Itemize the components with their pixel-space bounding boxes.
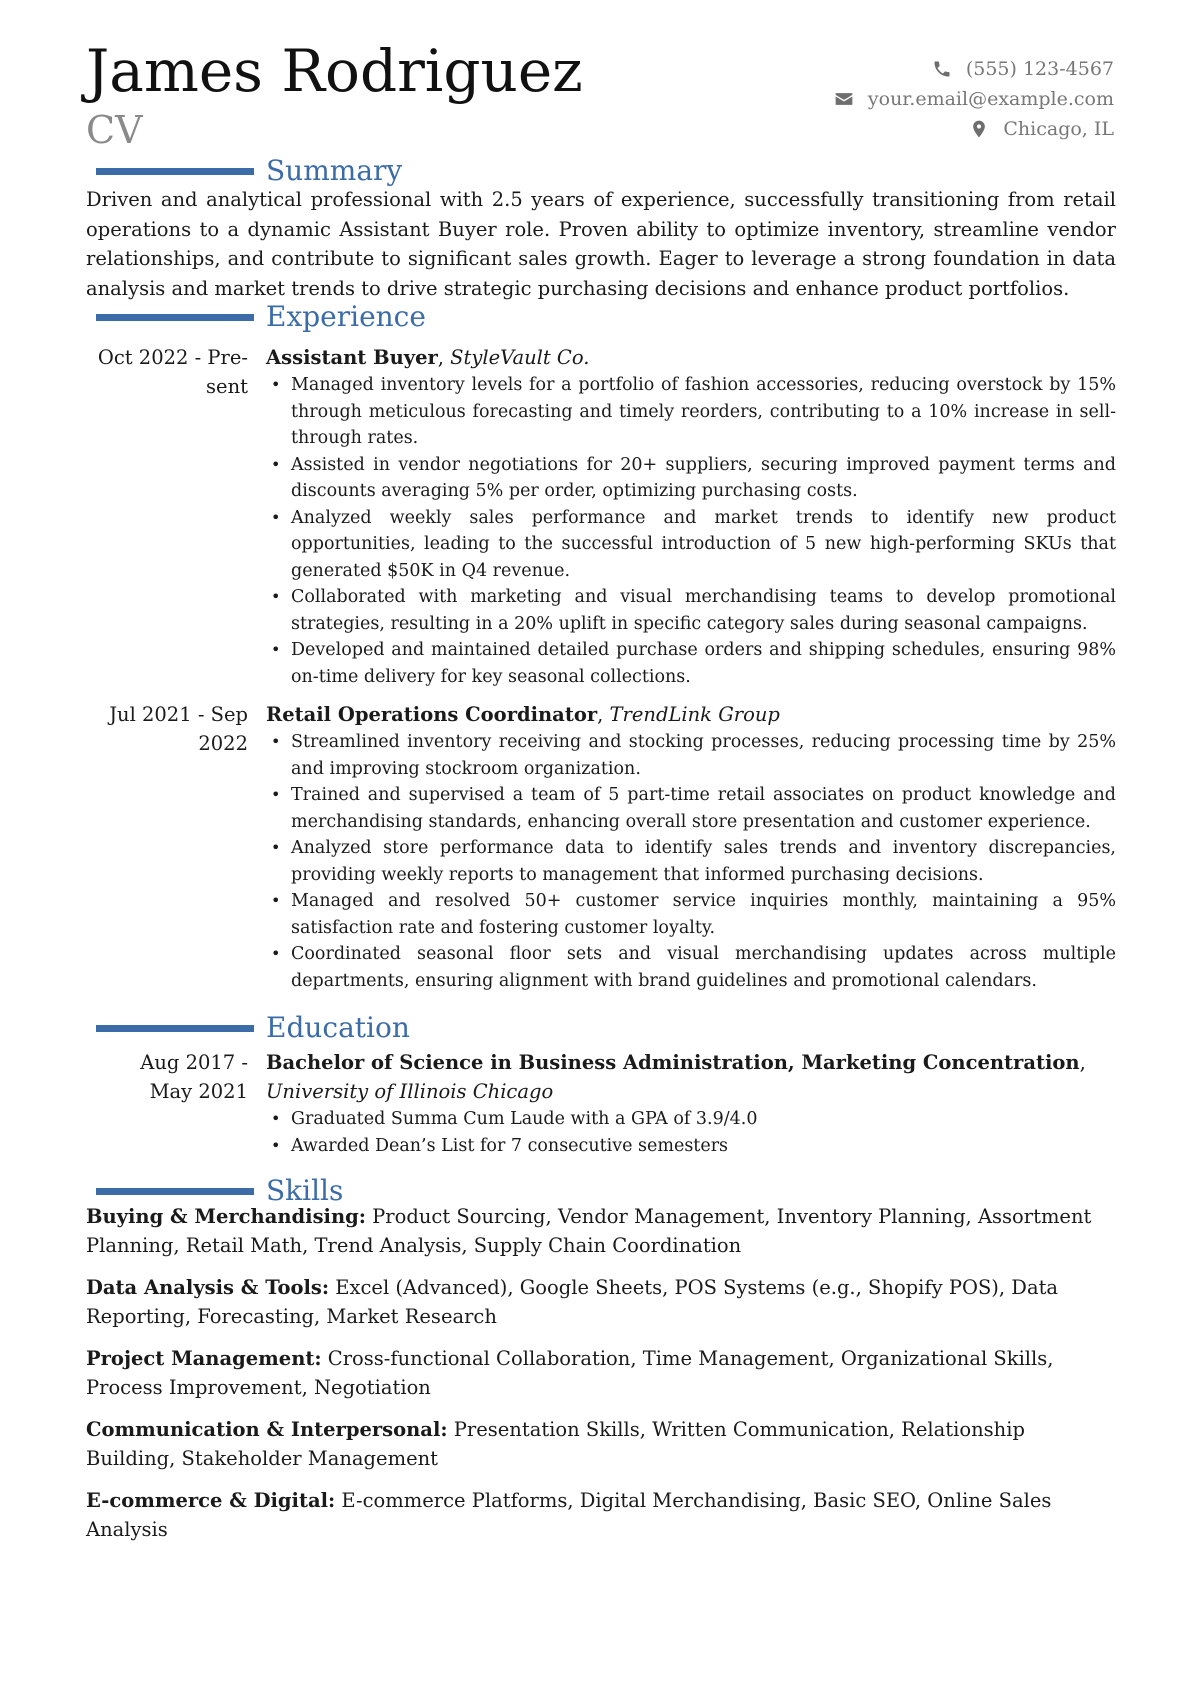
section-title: Education	[266, 1011, 410, 1044]
list-item: • Analyzed store performance data to identify sales trends and inventory discrepancies, providing weekly reports to management that informed purchasing decisions.	[266, 835, 1116, 888]
skill-row	[86, 1486, 1116, 1544]
list-item: • Trained and supervised a team of 5 part-time retail associates on product knowledge and merchandising standards, enhancing overall store presentation and customer experience.	[266, 782, 1116, 835]
candidate-name: James Rodriguez	[86, 37, 583, 105]
skill-row	[86, 1415, 1116, 1473]
date-line: Aug 2017 -	[140, 1051, 248, 1074]
entry-date	[86, 700, 248, 758]
job-title: Retail Operations Coordinator	[266, 703, 598, 726]
skill-label: E-commerce & Digital:	[86, 1489, 336, 1512]
list-item: • Awarded Dean’s List for 7 consecutive semesters	[266, 1133, 1116, 1160]
entry-date	[86, 1048, 248, 1106]
location-text: Chicago, IL	[1003, 118, 1114, 140]
bullet-list	[266, 372, 1116, 690]
email-text: your.email@example.com	[867, 88, 1114, 110]
education-heading	[96, 1011, 410, 1044]
section-title: Summary	[266, 154, 403, 187]
date-line: 2022	[198, 732, 248, 755]
degree-title: Bachelor of Science in Business Administration, Marketing Concentration	[266, 1051, 1080, 1074]
skill-row	[86, 1273, 1116, 1331]
school-name: University of Illinois Chicago	[266, 1080, 554, 1103]
company-name: StyleVault Co.	[450, 346, 590, 369]
skill-items: Presentation Skills, Written Communication, Relationship Building, Stakeholder Management	[86, 1418, 1025, 1470]
experience-heading	[96, 300, 426, 333]
skill-row	[86, 1202, 1116, 1260]
map-pin-icon	[969, 119, 989, 139]
skills-list	[86, 1202, 1116, 1557]
contact-block	[834, 54, 1114, 144]
skill-label: Communication & Interpersonal:	[86, 1418, 448, 1441]
entry-body	[266, 700, 1116, 994]
phone-icon	[932, 59, 952, 79]
skills-heading	[96, 1174, 344, 1207]
phone-text: (555) 123-4567	[965, 58, 1114, 80]
summary-text: Driven and analytical professional with 2.5 years of experience, successfully transitioning from retail operations to a dynamic Assistant Buyer role. Proven ability to optimize inventory, streamline vendor relationships, and contribute to significant sales growth. Eager to leverage a strong foundation in data analysis and market trends to drive strategic purchasing decisions and enhance product portfolios.	[86, 188, 1116, 300]
entry-body	[266, 1048, 1116, 1159]
section-bar	[96, 1025, 254, 1032]
date-line: May 2021	[149, 1080, 248, 1103]
contact-email	[834, 84, 1114, 114]
skill-items: Product Sourcing, Vendor Management, Inventory Planning, Assortment Planning, Retail Math, Trend Analysis, Supply Chain Coordination	[86, 1205, 1092, 1257]
skill-label: Buying & Merchandising:	[86, 1205, 366, 1228]
section-title: Skills	[266, 1174, 344, 1207]
list-item: • Managed and resolved 50+ customer service inquiries monthly, maintaining a 95% satisfaction rate and fostering customer loyalty.	[266, 888, 1116, 941]
list-item: • Coordinated seasonal floor sets and visual merchandising updates across multiple departments, ensuring alignment with brand guidelines and promotional calendars.	[266, 941, 1116, 994]
section-title: Experience	[266, 300, 426, 333]
skill-label: Project Management:	[86, 1347, 322, 1370]
entry-body	[266, 343, 1116, 690]
entry-role: Retail Operations Coordinator, TrendLink Group	[266, 703, 780, 726]
entry-role: Assistant Buyer, StyleVault Co.	[266, 346, 590, 369]
summary-heading	[96, 154, 403, 187]
list-item: • Managed inventory levels for a portfolio of fashion accessories, reducing overstock by 15% through meticulous forecasting and timely reorders, contributing to a 10% increase in sell-through rates.	[266, 372, 1116, 452]
company-name: TrendLink Group	[609, 703, 780, 726]
contact-location	[834, 114, 1114, 144]
skill-label: Data Analysis & Tools:	[86, 1276, 330, 1299]
bullet-list	[266, 729, 1116, 994]
list-item: • Collaborated with marketing and visual merchandising teams to develop promotional strategies, resulting in a 20% uplift in specific category sales during seasonal campaigns.	[266, 584, 1116, 637]
entry-date	[86, 343, 248, 401]
entry-role: Bachelor of Science in Business Administration, Marketing Concentration, University of Illinois Chicago	[266, 1051, 1086, 1103]
list-item: • Graduated Summa Cum Laude with a GPA of 3.9/4.0	[266, 1106, 1116, 1133]
skill-items: E-commerce Platforms, Digital Merchandising, Basic SEO, Online Sales Analysis	[86, 1489, 1052, 1541]
list-item: • Developed and maintained detailed purchase orders and shipping schedules, ensuring 98% on-time delivery for key seasonal collections.	[266, 637, 1116, 690]
document-subtitle: CV	[86, 108, 143, 152]
envelope-icon	[834, 89, 854, 109]
section-bar	[96, 1188, 254, 1195]
bullet-list	[266, 1106, 1116, 1159]
section-bar	[96, 314, 254, 321]
list-item: • Streamlined inventory receiving and stocking processes, reducing processing time by 25% and improving stockroom organization.	[266, 729, 1116, 782]
contact-phone	[834, 54, 1114, 84]
date-line: Oct 2022 - Pre-	[97, 346, 248, 369]
skill-row	[86, 1344, 1116, 1402]
date-line: Jul 2021 - Sep	[109, 703, 248, 726]
date-line: sent	[206, 375, 248, 398]
list-item: • Analyzed weekly sales performance and market trends to identify new product opportunities, leading to the successful introduction of 5 new high-performing SKUs that generated $50K in Q4 revenue.	[266, 505, 1116, 585]
job-title: Assistant Buyer	[266, 346, 438, 369]
list-item: • Assisted in vendor negotiations for 20+ suppliers, securing improved payment terms and discounts averaging 5% per order, optimizing purchasing costs.	[266, 452, 1116, 505]
skill-items: Excel (Advanced), Google Sheets, POS Systems (e.g., Shopify POS), Data Reporting, Forecasting, Market Research	[86, 1276, 1059, 1328]
skill-items: Cross-functional Collaboration, Time Management, Organizational Skills, Process Improvement, Negotiation	[86, 1347, 1054, 1399]
section-bar	[96, 168, 254, 175]
